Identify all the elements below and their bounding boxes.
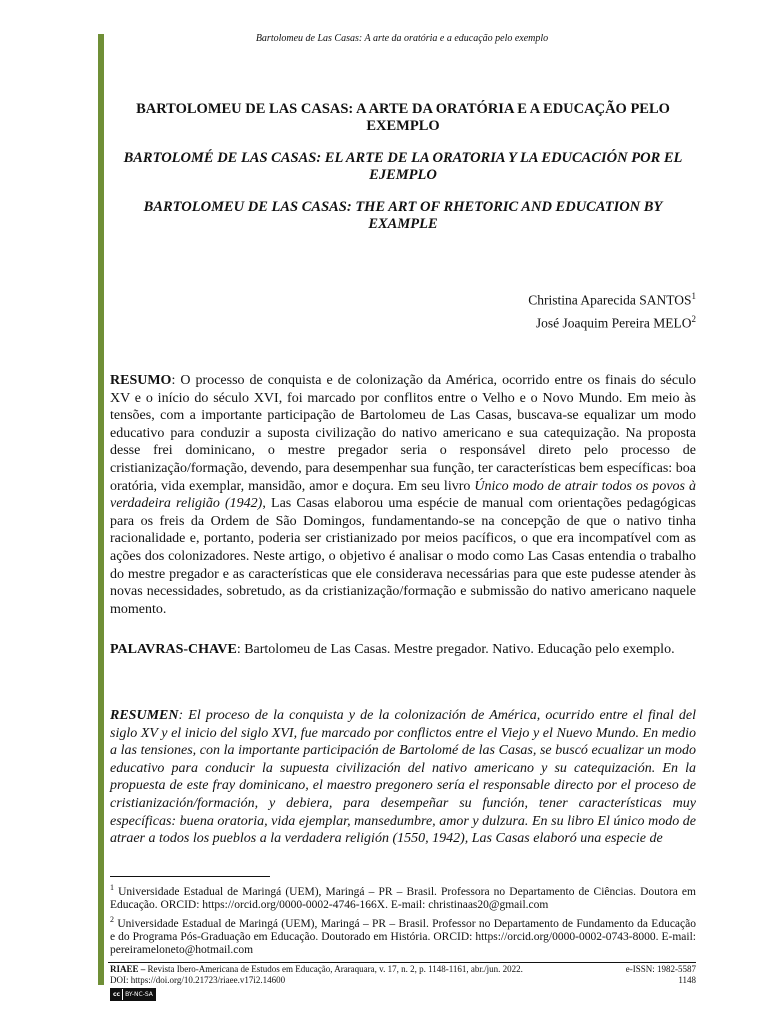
citation-text: Revista Ibero-Americana de Estudos em Educação, Araraquara, v. 17, n. 2, p. 1148-1161, abr./jun. 2022. — [145, 964, 523, 974]
keywords-label: PALAVRAS-CHAVE — [110, 642, 237, 657]
doi-link[interactable]: DOI: https://doi.org/10.21723/riaee.v17i2.14600 — [110, 975, 286, 985]
footnote-1 — [110, 881, 696, 913]
running-head: Bartolomeu de Las Casas: A arte da oratória e a educação pelo exemplo — [255, 33, 549, 44]
cc-icon: cc — [112, 991, 121, 998]
page-footer — [110, 964, 696, 986]
keywords-portuguese — [110, 641, 696, 659]
footnote-2 — [110, 913, 696, 958]
footnotes — [110, 881, 696, 958]
author-name: José Joaquim Pereira MELO — [535, 315, 692, 330]
abstract-spanish — [110, 707, 696, 848]
abstract-portuguese — [110, 372, 696, 618]
abstract-label: RESUMO — [110, 373, 172, 388]
journal-abbrev: RIAEE – — [110, 964, 146, 974]
abstract-text-cont: , Las Casas elaborou uma espécie de manual com orientações pedagógicas para os freis da Ordem de São Domingos, fundamentando-se na concepção de que o nativo tinha racionalidade e, portanto, poderia ser cristianizado por meios pacíficos, o que era incompatível com as ações dos colonizadores. Neste artigo, o objetivo é analisar o modo como Las Casas entendia o trabalho do mestre pregador e as características que ele considerava necessárias para que este pudesse atender às novas necessidades, sobretudo, as da cristianização/formação e submissão do nativo americano naquele momento. — [110, 496, 696, 617]
footnote-number: 1 — [110, 883, 114, 892]
footnote-text: Universidade Estadual de Maringá (UEM), Maringá – PR – Brasil. Professor no Departamento de Fundamento da Educação e do Programa Pós-Graduação em Educação. Doutorado em História. ORCID: https://orcid.org/0000-0002-0743-8000. E-mail: pereirameloneto@hotmail.com — [110, 917, 696, 957]
footnote-ref[interactable]: 2 — [691, 313, 696, 324]
journal-side-bar — [98, 34, 104, 985]
title-portuguese: BARTOLOMEU DE LAS CASAS: A ARTE DA ORATÓRIA E A EDUCAÇÃO PELO EXEMPLO — [136, 101, 670, 134]
keywords-text: : Bartolomeu de Las Casas. Mestre pregador. Nativo. Educação pelo exemplo. — [236, 642, 675, 657]
journal-citation — [110, 964, 523, 975]
footnote-text: Universidade Estadual de Maringá (UEM), Maringá – PR – Brasil. Professora no Departamento de Ciências. Doutora em Educação. ORCID: https://orcid.org/0000-0002-4746-166X. E-mail: christinaas20@gmail.com — [110, 885, 696, 912]
abstract-text: : El proceso de la conquista y de la colonización de América, ocurrido entre el final del siglo XV y el inicio del siglo XVI, fue marcado por conflictos entre el Viejo y el Nuevo Mundo. En medio a las tensiones, con la importante participación de Bartolomé de las Casas, se buscó ecualizar un modo educativo para conducir la supuesta civilización del nativo americano y su catequización. En la propuesta de este fray dominicano, el maestro pregonero sería el responsable directo por el proceso de cristianización/formación, y debiera, para desempeñar su función, tener características muy específicas: buena oratoria, vida ejemplar, mansedumbre, amor y dulzura. En su libro El único modo de atraer a todos los pueblos a la verdadera religión (1550, 1942), Las Casas elaboró una especie de — [110, 708, 696, 847]
cc-license-badge[interactable] — [110, 988, 156, 1001]
title-block — [110, 101, 696, 248]
footer-row-doi — [110, 975, 696, 986]
author-list — [528, 287, 696, 332]
footnote-number: 2 — [110, 914, 114, 924]
license-terms: BY-NC-SA — [123, 989, 155, 1000]
abstract-text: : O processo de conquista e de colonização da América, ocorrido entre os finais do século XV e o início do século XVI, foi marcado por conflitos entre o Velho e o Novo Mundo. Em meio às tensões, com a importante participação de Bartolomeu de Las Casas, buscava-se equalizar um modo educativo para conduzir a suposta civilização do nativo americano e sua catequização. Na proposta desse frei dominicano, o mestre pregador seria o responsável direto pelo processo de cristianização/formação, devendo, para desempenhar sua função, ter características bem específicas: boa oratória, vida exemplar, mansidão, amor e doçura. Em seu livro — [110, 373, 696, 494]
footnote-divider — [110, 876, 270, 877]
book-title: Único modo de atrair todos os povos à verdadeira religião (1942) — [110, 478, 696, 512]
issn: e-ISSN: 1982-5587 — [625, 964, 696, 974]
footer-divider — [108, 962, 696, 963]
footer-row-citation — [110, 964, 696, 975]
title-english: BARTOLOMEU DE LAS CASAS: THE ART OF RHETORIC AND EDUCATION BY EXAMPLE — [143, 199, 663, 232]
footnote-ref[interactable]: 1 — [691, 291, 696, 301]
author-name: Christina Aparecida SANTOS — [528, 292, 692, 308]
author-1 — [528, 287, 696, 310]
title-spanish: BARTOLOMÉ DE LAS CASAS: EL ARTE DE LA ORATORIA Y LA EDUCACIÓN POR EL EJEMPLO — [123, 150, 683, 183]
author-2 — [528, 310, 696, 333]
abstract-label: RESUMEN — [110, 708, 179, 723]
page-number: 1148 — [678, 975, 696, 985]
